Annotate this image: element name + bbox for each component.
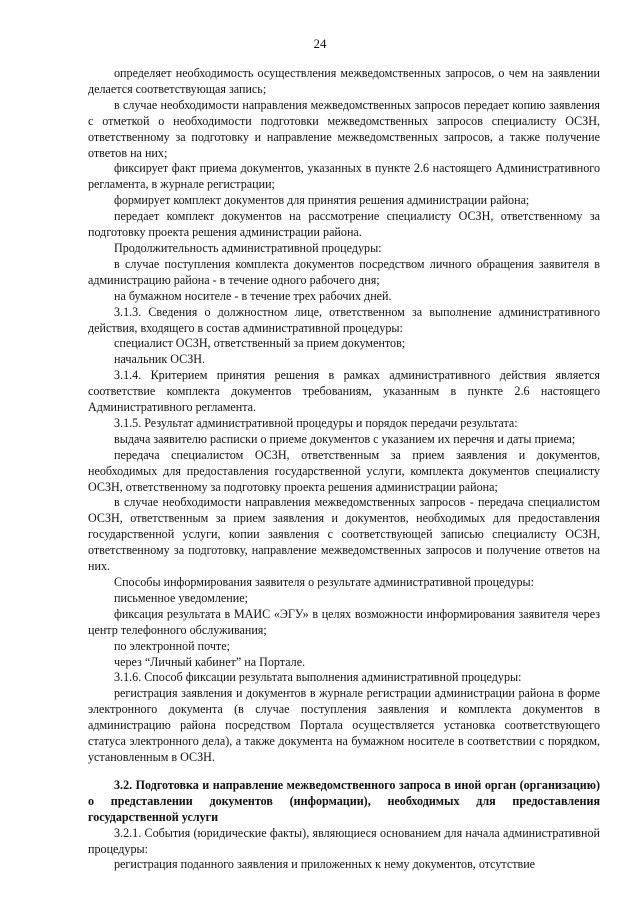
paragraph: Продолжительность административной процедуры: bbox=[114, 240, 382, 255]
page-number: 24 bbox=[313, 36, 327, 51]
paragraph: передача специалистом ОСЗН, ответственным за прием заявления и документов, необходимых для предоставления государственной услуги, комплекта документов специалисту ОСЗН, ответственному за подготовку проекта решения администрации района; bbox=[88, 447, 600, 494]
paragraph: 3.1.5. Результат административной процедуры и порядок передачи результата: bbox=[114, 415, 518, 430]
paragraph: определяет необходимость осуществления межведомственных запросов, о чем на заявлении делается соответствующая запись; bbox=[88, 66, 600, 96]
paragraph: регистрация поданного заявления и приложенных к нему документов, отсутствие bbox=[114, 857, 536, 872]
section-heading: 3.2. Подготовка и направление межведомственного запроса в иной орган (организацию) о представлении документов (информации), необходимых для предоставления государственной услуги bbox=[88, 777, 600, 824]
document-body bbox=[88, 66, 600, 873]
paragraph: формирует комплект документов для принятия решения администрации района; bbox=[114, 193, 530, 208]
paragraph: 3.2.1. События (юридические факты), являющиеся основанием для начала административной процедуры: bbox=[88, 825, 600, 856]
paragraph: через “Личный кабинет” на Портале. bbox=[114, 654, 306, 669]
paragraph: письменное уведомление; bbox=[114, 590, 248, 605]
paragraph: в случае необходимости направления межведомственных запросов передает копию заявления с отметкой о необходимости подготовки межведомственных запросов специалисту ОСЗН, ответственному за подготовку и направление межведомственных запросов, а также получение ответов на них; bbox=[88, 97, 600, 160]
paragraph: регистрация заявления и документов в журнале регистрации администрации района в форме электронного документа (в случае поступления заявления и комплекта документов в администрацию района посредством Портала осуществляется установка соответствующего статуса электронного дела), а также документа на бумажном носителе в соответствии с порядком, установленным в ОСЗН. bbox=[88, 686, 600, 764]
paragraph: в случае необходимости направления межведомственных запросов - передача специалистом ОСЗН, ответственным за прием заявления и документов, необходимых для предоставления государственной услуги, копии заявления с соответствующей записью специалисту ОСЗН, ответственному за подготовку, направление межведомственных запросов и получение ответов на них. bbox=[88, 495, 600, 574]
paragraph: в случае поступления комплекта документов посредством личного обращения заявителя в администрацию района - в течение одного рабочего дня; bbox=[88, 256, 600, 287]
paragraph: специалист ОСЗН, ответственный за прием документов; bbox=[114, 336, 406, 351]
paragraph: Способы информирования заявителя о результате административной процедуры: bbox=[114, 575, 535, 589]
paragraph: фиксация результата в МАИС «ЭГУ» в целях возможности информирования заявителя через центр телефонного обслуживания; bbox=[88, 606, 600, 637]
paragraph: 3.1.4. Критерием принятия решения в рамках административного действия является соответствие комплекта документов требованиям, указанным в пункте 2.6 настоящего Административного регламента. bbox=[88, 368, 600, 415]
paragraph: начальник ОСЗН. bbox=[114, 352, 206, 367]
paragraph: на бумажном носителе - в течение трех рабочих дней. bbox=[114, 288, 392, 303]
paragraph: фиксирует факт приема документов, указанных в пункте 2.6 настоящего Административного регламента, в журнале регистрации; bbox=[88, 161, 600, 192]
paragraph: по электронной почте; bbox=[114, 638, 230, 653]
paragraph: передает комплект документов на рассмотрение специалисту ОСЗН, ответственному за подготовку проекта решения администрации района. bbox=[88, 209, 600, 240]
paragraph: 3.1.6. Способ фиксации результата выполнения административной процедуры: bbox=[114, 670, 522, 685]
paragraph: 3.1.3. Сведения о должностном лице, ответственном за выполнение административного действия, входящего в состав административной процедуры: bbox=[88, 304, 600, 335]
paragraph: выдача заявителю расписки о приеме документов с указанием их перечня и даты приема; bbox=[114, 431, 576, 446]
